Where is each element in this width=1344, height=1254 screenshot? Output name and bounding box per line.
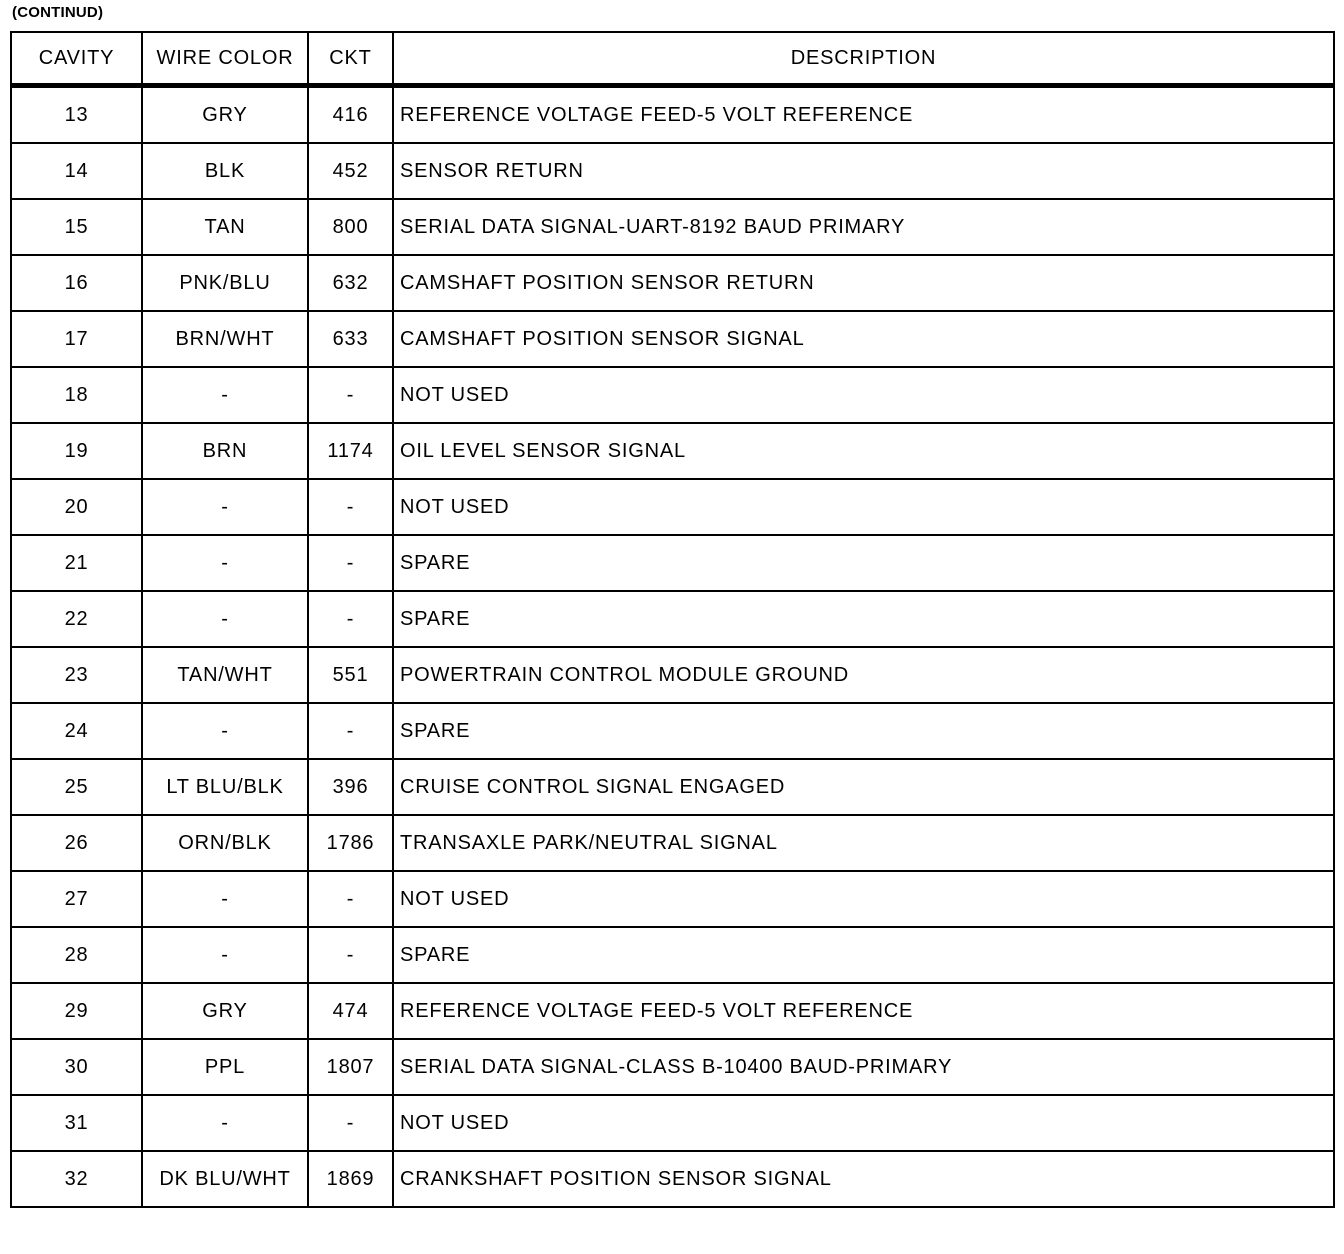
table-row	[11, 423, 1334, 479]
wire-color-cell: -	[142, 1095, 308, 1151]
wire-color-cell: BLK	[142, 143, 308, 199]
wire-color-cell: TAN	[142, 199, 308, 255]
ckt-cell: 800	[308, 199, 393, 255]
cavity-cell: 15	[11, 199, 142, 255]
wire-color-cell: -	[142, 479, 308, 535]
table-row	[11, 367, 1334, 423]
ckt-cell: -	[308, 367, 393, 423]
table-row	[11, 703, 1334, 759]
ckt-cell: 1174	[308, 423, 393, 479]
table-row	[11, 535, 1334, 591]
table-row	[11, 311, 1334, 367]
wire-color-cell: -	[142, 591, 308, 647]
ckt-cell: 1786	[308, 815, 393, 871]
wire-color-cell: BRN/WHT	[142, 311, 308, 367]
table-body	[11, 86, 1334, 1208]
ckt-cell: 1807	[308, 1039, 393, 1095]
description-cell: NOT USED	[393, 871, 1334, 927]
cavity-cell: 32	[11, 1151, 142, 1207]
ckt-cell: -	[308, 871, 393, 927]
ckt-cell: 633	[308, 311, 393, 367]
wire-color-cell: -	[142, 871, 308, 927]
description-cell: CRUISE CONTROL SIGNAL ENGAGED	[393, 759, 1334, 815]
table-row	[11, 759, 1334, 815]
wire-color-cell: PNK/BLU	[142, 255, 308, 311]
table-row	[11, 143, 1334, 199]
cavity-cell: 28	[11, 927, 142, 983]
table-row	[11, 479, 1334, 535]
cavity-cell: 19	[11, 423, 142, 479]
ckt-cell: -	[308, 591, 393, 647]
description-cell: SPARE	[393, 535, 1334, 591]
table-row	[11, 1095, 1334, 1151]
ckt-header: CKT	[308, 32, 393, 86]
description-cell: SPARE	[393, 927, 1334, 983]
table-row	[11, 871, 1334, 927]
continued-caption: (CONTINUD)	[12, 4, 104, 21]
description-cell: OIL LEVEL SENSOR SIGNAL	[393, 423, 1334, 479]
cavity-cell: 13	[11, 86, 142, 144]
ckt-cell: 416	[308, 86, 393, 144]
cavity-cell: 20	[11, 479, 142, 535]
table-row	[11, 927, 1334, 983]
table-row	[11, 591, 1334, 647]
description-cell: SENSOR RETURN	[393, 143, 1334, 199]
cavity-cell: 22	[11, 591, 142, 647]
wire-color-cell: GRY	[142, 983, 308, 1039]
ckt-cell: 396	[308, 759, 393, 815]
table-row	[11, 1039, 1334, 1095]
cavity-cell: 16	[11, 255, 142, 311]
description-cell: TRANSAXLE PARK/NEUTRAL SIGNAL	[393, 815, 1334, 871]
table-row	[11, 255, 1334, 311]
ckt-cell: 474	[308, 983, 393, 1039]
cavity-cell: 26	[11, 815, 142, 871]
description-cell: REFERENCE VOLTAGE FEED-5 VOLT REFERENCE	[393, 86, 1334, 144]
wire-color-cell: PPL	[142, 1039, 308, 1095]
ckt-cell: 452	[308, 143, 393, 199]
header-row	[11, 32, 1334, 86]
connector-pinout-table	[10, 31, 1335, 1208]
description-cell: NOT USED	[393, 1095, 1334, 1151]
description-header: DESCRIPTION	[393, 32, 1334, 86]
table-row	[11, 1151, 1334, 1207]
wire-color-cell: BRN	[142, 423, 308, 479]
table-row	[11, 815, 1334, 871]
cavity-cell: 30	[11, 1039, 142, 1095]
ckt-cell: 551	[308, 647, 393, 703]
cavity-cell: 18	[11, 367, 142, 423]
description-cell: POWERTRAIN CONTROL MODULE GROUND	[393, 647, 1334, 703]
wire-color-cell: LT BLU/BLK	[142, 759, 308, 815]
table-row	[11, 86, 1334, 144]
wire-color-cell: DK BLU/WHT	[142, 1151, 308, 1207]
wire-color-cell: ORN/BLK	[142, 815, 308, 871]
cavity-cell: 31	[11, 1095, 142, 1151]
table-row	[11, 983, 1334, 1039]
wire-color-header: WIRE COLOR	[142, 32, 308, 86]
ckt-cell: 1869	[308, 1151, 393, 1207]
description-cell: CAMSHAFT POSITION SENSOR SIGNAL	[393, 311, 1334, 367]
wire-color-cell: -	[142, 535, 308, 591]
cavity-cell: 29	[11, 983, 142, 1039]
cavity-cell: 24	[11, 703, 142, 759]
description-cell: SERIAL DATA SIGNAL-UART-8192 BAUD PRIMARY	[393, 199, 1334, 255]
description-cell: REFERENCE VOLTAGE FEED-5 VOLT REFERENCE	[393, 983, 1334, 1039]
wire-color-cell: -	[142, 927, 308, 983]
description-cell: NOT USED	[393, 367, 1334, 423]
ckt-cell: 632	[308, 255, 393, 311]
description-cell: CAMSHAFT POSITION SENSOR RETURN	[393, 255, 1334, 311]
description-cell: SERIAL DATA SIGNAL-CLASS B-10400 BAUD-PRIMARY	[393, 1039, 1334, 1095]
description-cell: SPARE	[393, 591, 1334, 647]
wire-color-cell: -	[142, 367, 308, 423]
wire-color-cell: GRY	[142, 86, 308, 144]
table-row	[11, 199, 1334, 255]
table-row	[11, 647, 1334, 703]
ckt-cell: -	[308, 927, 393, 983]
description-cell: NOT USED	[393, 479, 1334, 535]
cavity-cell: 17	[11, 311, 142, 367]
cavity-cell: 27	[11, 871, 142, 927]
ckt-cell: -	[308, 1095, 393, 1151]
ckt-cell: -	[308, 703, 393, 759]
description-cell: CRANKSHAFT POSITION SENSOR SIGNAL	[393, 1151, 1334, 1207]
cavity-header: CAVITY	[11, 32, 142, 86]
cavity-cell: 21	[11, 535, 142, 591]
description-cell: SPARE	[393, 703, 1334, 759]
ckt-cell: -	[308, 479, 393, 535]
cavity-cell: 14	[11, 143, 142, 199]
ckt-cell: -	[308, 535, 393, 591]
wire-color-cell: TAN/WHT	[142, 647, 308, 703]
wire-color-cell: -	[142, 703, 308, 759]
cavity-cell: 23	[11, 647, 142, 703]
cavity-cell: 25	[11, 759, 142, 815]
